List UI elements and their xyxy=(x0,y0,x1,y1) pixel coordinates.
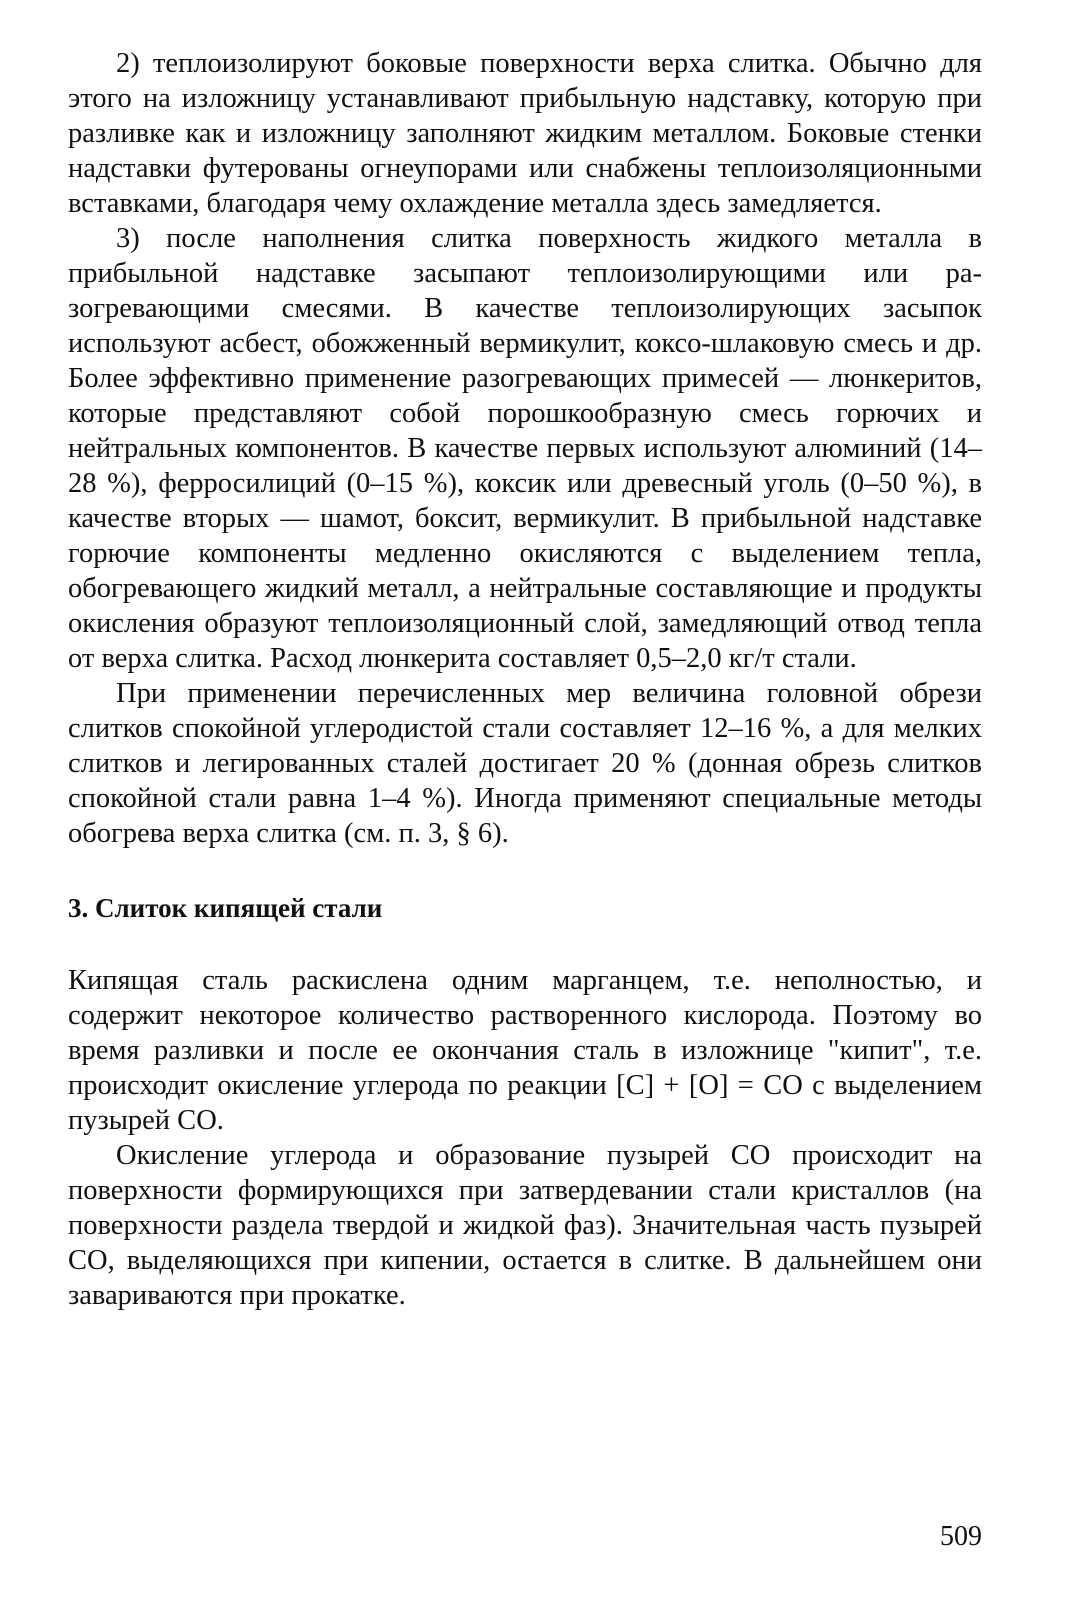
paragraph-crop-results: При применении перечисленных мер величина головной обрези слитков спокойной углеродистой стали составляет 12–16 %, а для мелких слитков и легированных сталей достигает 20 % (донная обрезь слитков спокойной стали равна 1–4 %). Иногда применяют специальные методы обогрева верха слитка (см. п. 3, § 6). xyxy=(68,678,982,849)
page-body xyxy=(68,46,982,1313)
page-number: 509 xyxy=(940,1521,982,1552)
paragraph-rimmed-steel-intro: Кипящая сталь раскислена одним марганцем, т.е. неполностью, и содержит некоторое количество растворенного кислорода. Поэтому во время разливки и после ее окончания сталь в изложнице "кипит", т.е. происходит окисление углерода по реакции [C] + [O] = CO с выделением пузырей CO. xyxy=(68,965,982,1136)
paragraph-top-covering: 3) после наполнения слитка поверхность жидкого металла в прибыльной надставке засыпают теплоизолирующими или разогревающими смесями. В качестве теплоизолирующих засыпок используют асбест, обожженный вермикулит, коксо-шлаковую смесь и др. Более эффективно применение разогревающих примесей — люнкеритов, которые представляют собой порошкообразную смесь горючих и нейтральных компонентов. В качестве первых используют алюминий (14–28 %), ферросилиций (0–15 %), коксик или древесный уголь (0–50 %), в качестве вторых — шамот, боксит, вермикулит. В прибыльной надставке горючие компоненты медленно окисляются с выделением тепла, обогревающего жидкий металл, а нейтральные составляющие и продукты окисления образуют теплоизоляционный слой, замедляющий отвод тепла от верха слитка. Расход люнкерита составляет 0,5–2,0 кг/т стали. xyxy=(68,223,982,674)
section-heading: 3. Слиток кипящей стали xyxy=(68,893,383,923)
paragraph-side-insulation: 2) теплоизолируют боковые поверхности верха слитка. Обычно для этого на изложницу устанавливают прибыльную надставку, которую при разливке как и изложницу заполняют жидким металлом. Боковые стенки надставки футерованы огнеупорами или снабжены теплоизоляционными вставками, благодаря чему охлаждение металла здесь замедляется. xyxy=(68,48,982,219)
paragraph-co-bubbles: Окисление углерода и образование пузырей CO происходит на поверхности формирующихся при затвердевании стали кристаллов (на поверхности раздела твердой и жидкой фаз). Значительная часть пузырей CO, выделяющихся при кипении, остается в слитке. В дальнейшем они завариваются при прокатке. xyxy=(68,1140,982,1311)
